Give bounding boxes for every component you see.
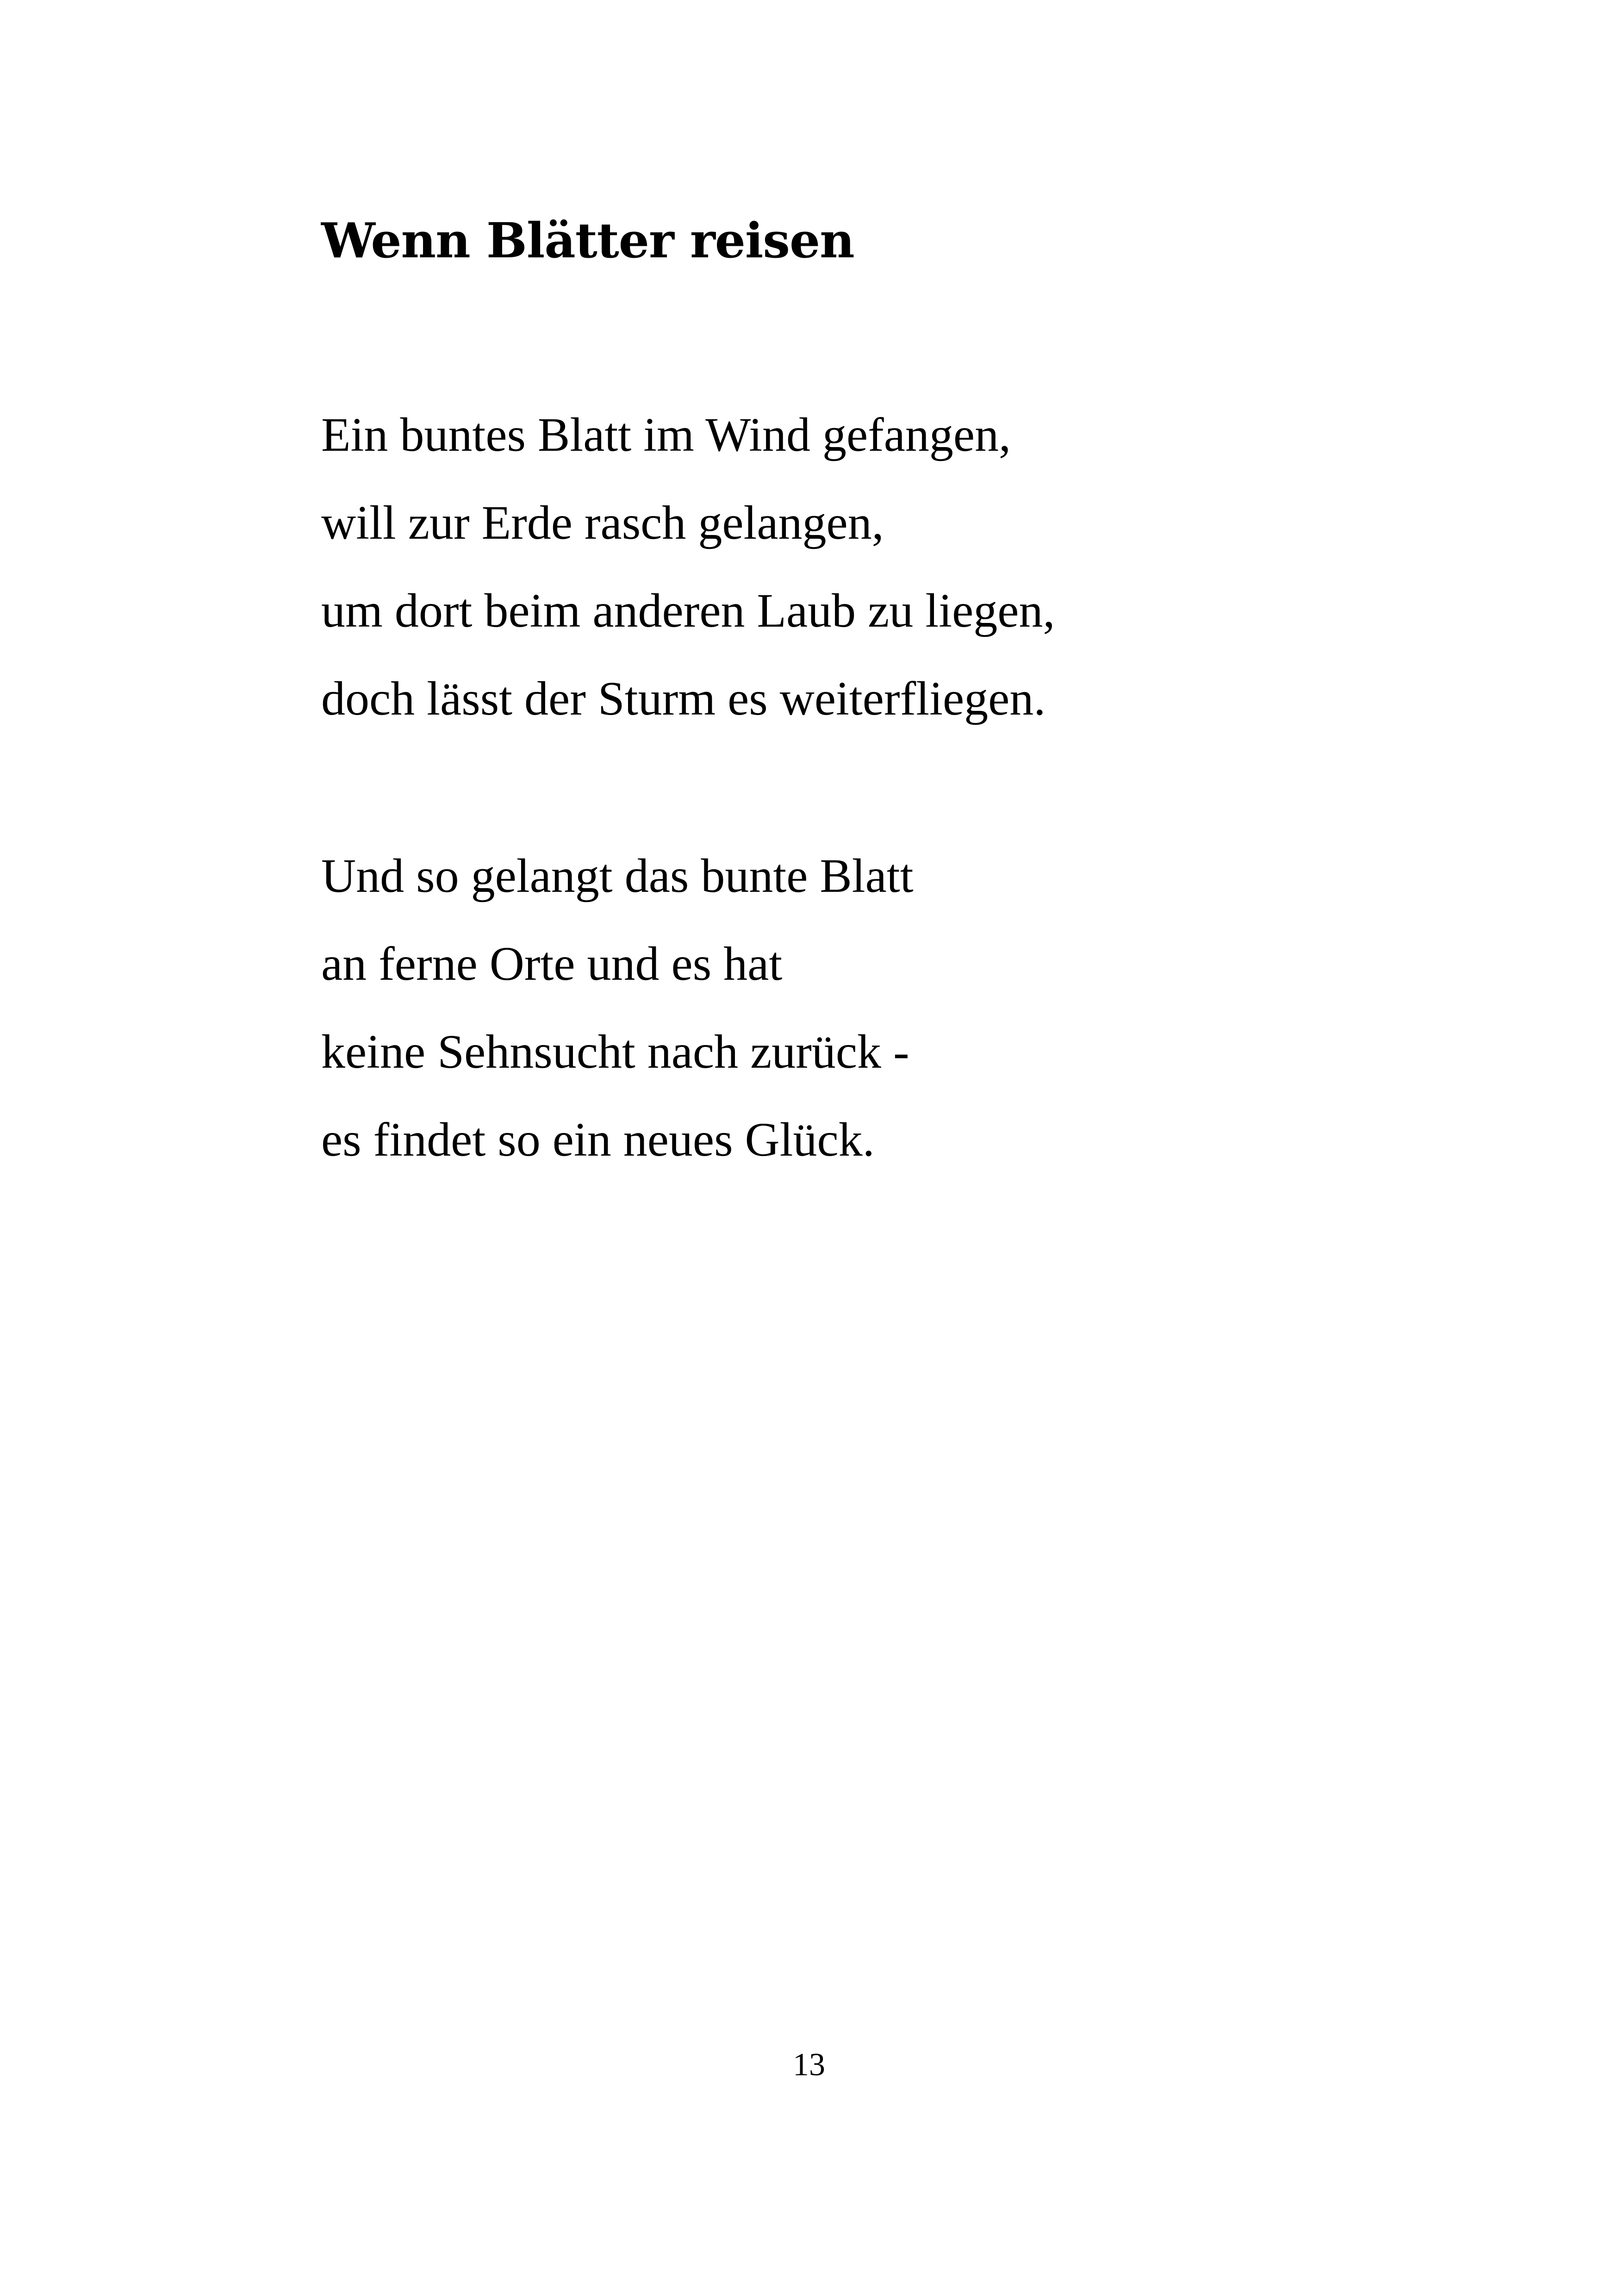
poem-line: es findet so ein neues Glück. [321,1113,875,1166]
poem-line: um dort beim anderen Laub zu liegen, [321,584,1055,637]
stanza-2 [321,848,914,1200]
poem-line: an ferne Orte und es hat [321,937,783,990]
stanza-1 [321,407,1055,759]
poem-line: will zur Erde rasch gelangen, [321,496,884,549]
poem-line: Ein buntes Blatt im Wind gefangen, [321,408,1011,461]
poem-line: Und so gelangt das bunte Blatt [321,849,914,902]
poem-line: keine Sehnsucht nach zurück - [321,1025,909,1078]
poem-title: Wenn Blätter reisen [321,212,854,269]
poem-line: doch lässt der Sturm es weiterfliegen. [321,672,1046,725]
page-number: 13 [793,2047,825,2083]
